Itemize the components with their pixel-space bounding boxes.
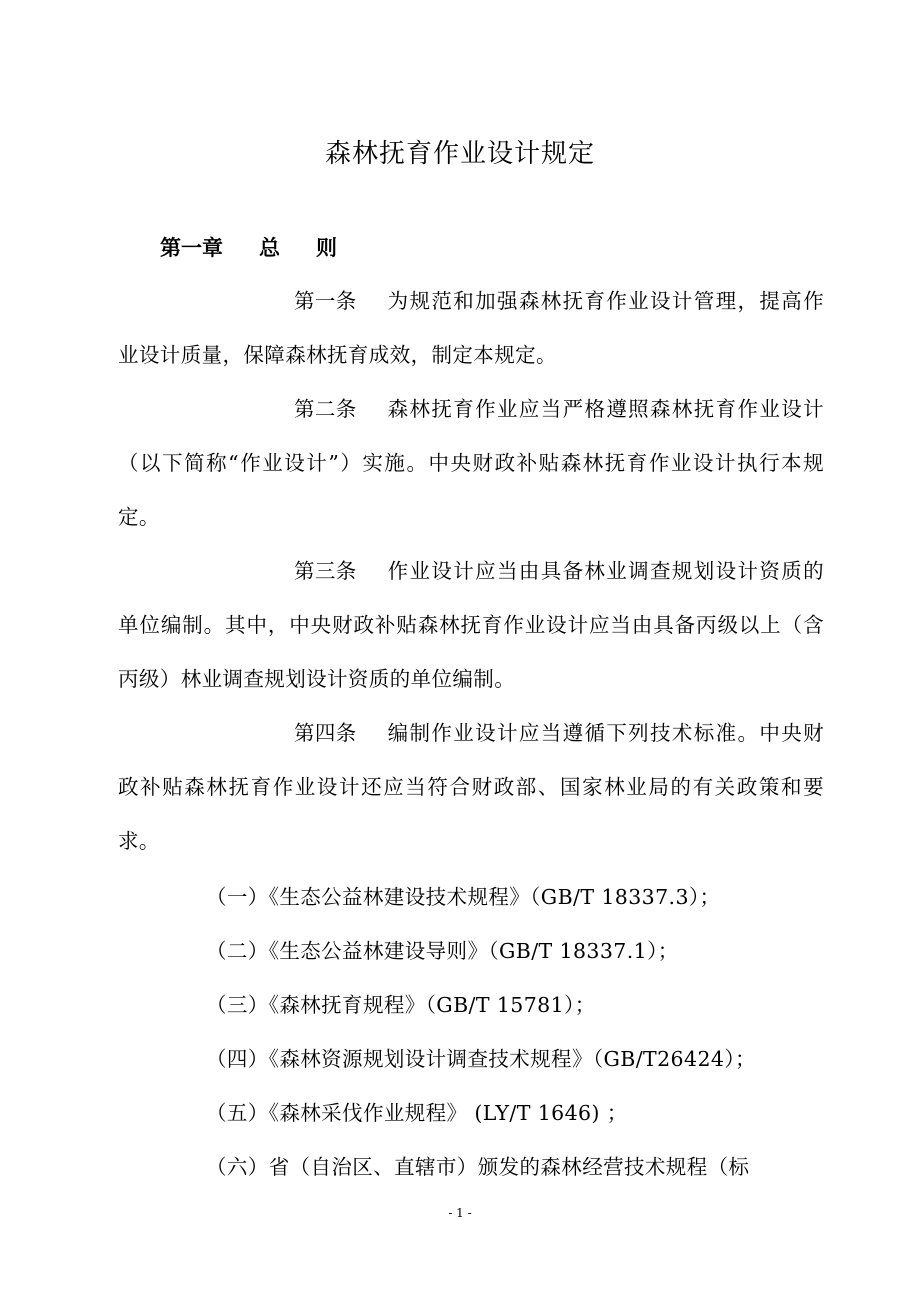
- standard-item-3: （三）《森林抚育规程》（GB/T 15781）；: [206, 993, 596, 1017]
- document-title: 森林抚育作业设计规定: [324, 139, 595, 169]
- chapter-heading: [160, 228, 337, 268]
- article-2: [118, 382, 824, 544]
- chapter-number: 第一章: [160, 236, 223, 260]
- article-4: [118, 706, 824, 868]
- article-3: [118, 544, 824, 706]
- standard-item-2: （二）《生态公益林建设导则》（GB/T 18337.1）；: [206, 939, 679, 963]
- standard-item-5: （五）《森林采伐作业规程》 (LY/T 1646) ；: [206, 1101, 628, 1125]
- article-text: 作业设计应当由具备林业调查规划设计资质的单位编制。其中，中央财政补贴森林抚育作业设计应当由具备丙级以上（含丙级）林业调查规划设计资质的单位编制。: [118, 559, 824, 691]
- chapter-name-part2: 则: [316, 236, 337, 260]
- article-label: 第三条: [294, 559, 357, 583]
- standard-item-6: （六）省（自治区、直辖市）颁发的森林经营技术规程（标: [206, 1155, 750, 1179]
- page-number: - 1 -: [448, 1206, 472, 1220]
- article-label: 第一条: [294, 289, 357, 313]
- article-text: 编制作业设计应当遵循下列技术标准。中央财政补贴森林抚育作业设计还应当符合财政部、国家林业局的有关政策和要求。: [118, 721, 824, 853]
- standard-item-4: （四）《森林资源规划设计调查技术规程》（GB/T26424）；: [206, 1047, 756, 1071]
- article-text: 森林抚育作业应当严格遵照森林抚育作业设计（以下简称“作业设计”）实施。中央财政补贴森林抚育作业设计执行本规定。: [118, 397, 824, 529]
- standard-item-1: （一）《生态公益林建设技术规程》（GB/T 18337.3）；: [206, 885, 721, 909]
- article-1: [118, 274, 824, 382]
- article-label: 第四条: [294, 721, 357, 745]
- article-label: 第二条: [294, 397, 357, 421]
- article-text: 为规范和加强森林抚育作业设计管理，提高作业设计质量，保障森林抚育成效，制定本规定。: [118, 289, 824, 367]
- chapter-name-part1: 总: [259, 236, 280, 260]
